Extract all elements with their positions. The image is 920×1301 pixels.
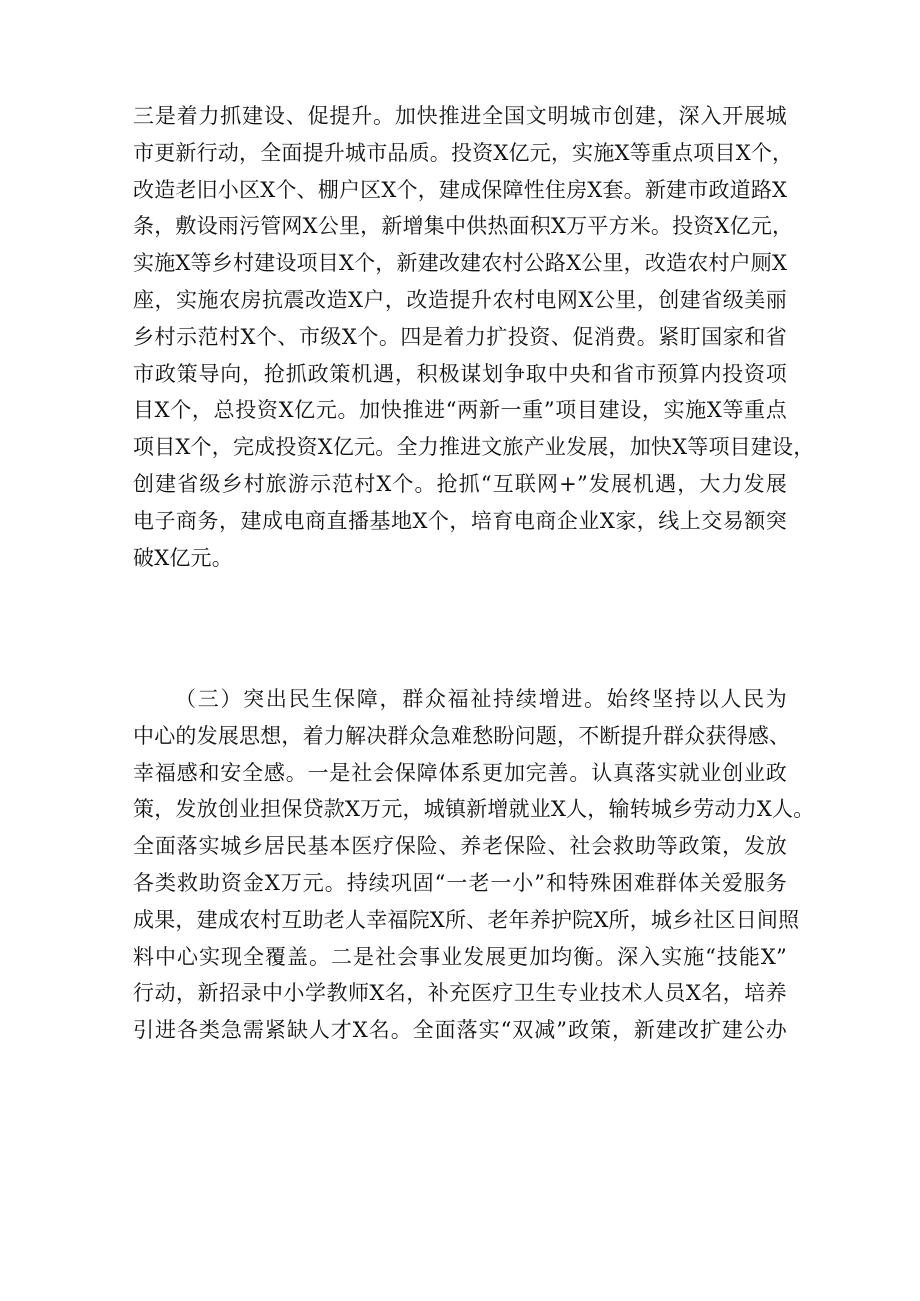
text-line: 改造老旧小区X个、棚户区X个，建成保障性住房X套。新建市政道路X: [133, 177, 788, 202]
text-line: 市政策导向，抢抓政策机遇，积极谋划争取中央和省市预算内投资项: [133, 361, 787, 386]
paragraph-2: [133, 681, 815, 1049]
paragraph-1: [133, 98, 815, 576]
text-line: （三）突出民生保障，群众福祉持续增进。始终坚持以人民为: [175, 687, 787, 711]
text-line: 引进各类急需紧缺人才X名。全面落实“双减”政策，新建改扩建公办: [133, 1018, 787, 1043]
text-line: 中心的发展思想，着力解决群众急难愁盼问题，不断提升群众获得感、: [133, 723, 791, 748]
text-line: 成果，建成农村互助老人幸福院X所、老年养护院X所，城乡社区日间照: [133, 907, 800, 932]
text-line: 市更新行动，全面提升城市品质。投资X亿元，实施X等重点项目X个，: [133, 140, 794, 165]
text-line: 实施X等乡村建设项目X个，新建改建农村公路X公里，改造农村户厕X: [133, 251, 788, 276]
text-line: 目X个，总投资X亿元。加快推进“两新一重”项目建设，实施X等重点: [133, 398, 787, 423]
text-line: 幸福感和安全感。一是社会保障体系更加完善。认真落实就业创业政: [133, 760, 787, 785]
text-line: 电子商务，建成电商直播基地X个，培育电商企业X家，线上交易额突: [133, 508, 787, 533]
text-line: 座，实施农房抗震改造X户，改造提升农村电网X公里，创建省级美丽: [133, 287, 787, 312]
text-line: 策，发放创业担保贷款X万元，城镇新增就业X人，输转城乡劳动力X人。: [133, 797, 815, 822]
text-line: 破X亿元。: [133, 545, 233, 570]
text-line: 创建省级乡村旅游示范村X个。抢抓“互联网+”发展机遇，大力发展: [133, 471, 787, 496]
text-line: 三是着力抓建设、促提升。加快推进全国文明城市创建，深入开展城: [133, 104, 787, 128]
text-line: 条，敷设雨污管网X公里，新增集中供热面积X万平方米。投资X亿元，: [133, 214, 794, 239]
text-line: 料中心实现全覆盖。二是社会事业发展更加均衡。深入实施“技能X”: [133, 944, 787, 969]
text-line: 各类救助资金X万元。持续巩固“一老一小”和特殊困难群体关爱服务: [133, 870, 787, 895]
text-line: 行动，新招录中小学教师X名，补充医疗卫生专业技术人员X名，培养: [133, 981, 787, 1006]
text-line: 乡村示范村X个、市级X个。四是着力扩投资、促消费。紧盯国家和省: [133, 324, 787, 349]
text-line: 项目X个，完成投资X亿元。全力推进文旅产业发展，加快X等项目建设，: [133, 435, 815, 460]
text-line: 全面落实城乡居民基本医疗保险、养老保险、社会救助等政策，发放: [133, 834, 787, 859]
